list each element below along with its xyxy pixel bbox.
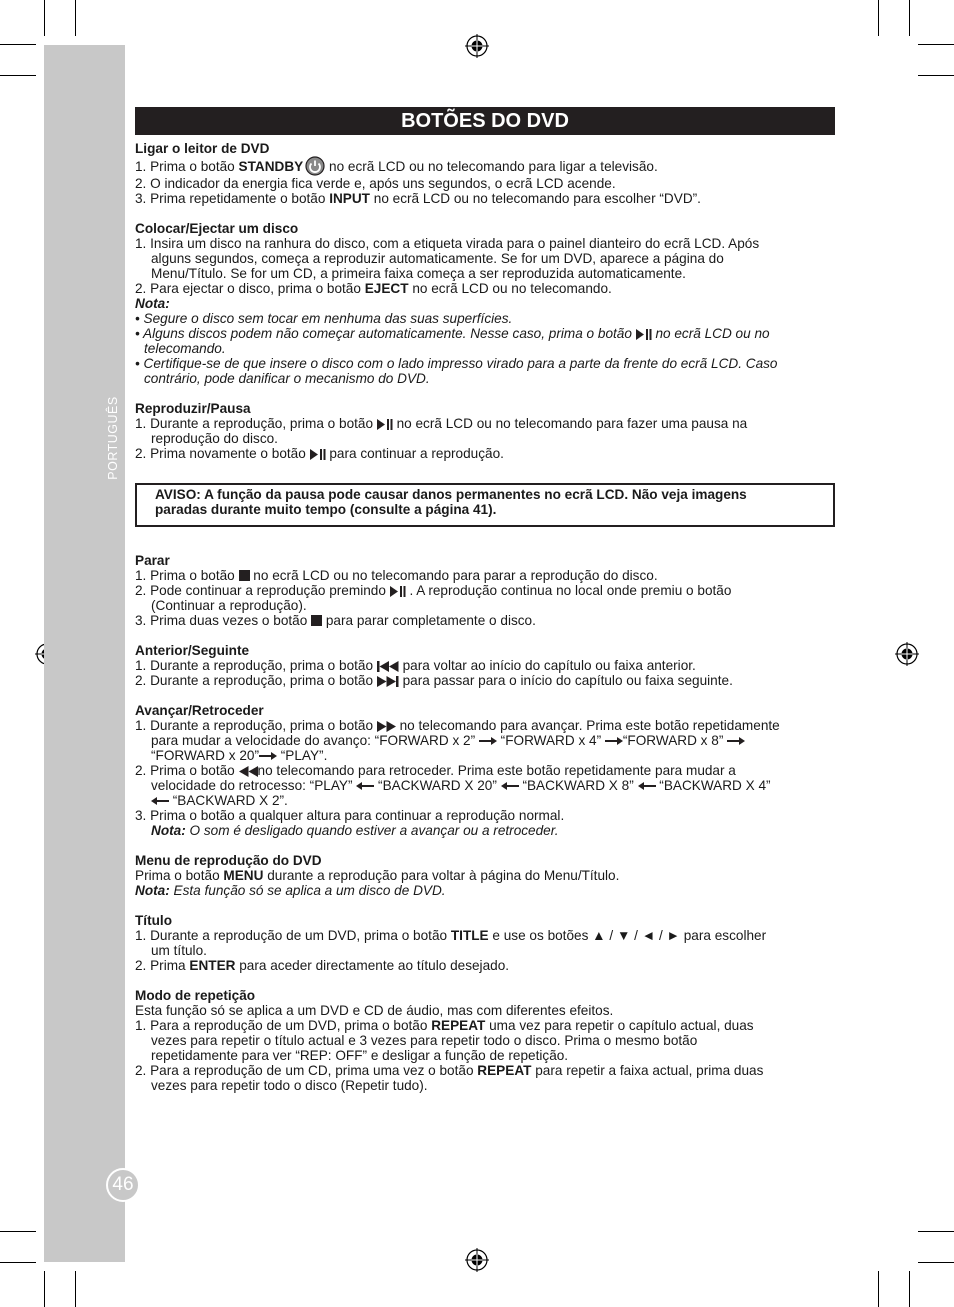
crop-mark bbox=[0, 1262, 36, 1263]
list-item: 1. Prima o botão STANDBY no ecrã LCD ou no telecomando para ligar a televisão. bbox=[135, 156, 835, 176]
rewind-icon bbox=[239, 766, 258, 777]
list-item: 1. Prima o botão no ecrã LCD ou no telecomando para parar a reprodução do disco. bbox=[135, 568, 658, 583]
stop-icon bbox=[239, 570, 250, 581]
list-item-cont: Menu/Título. Se for um CD, a primeira faixa começa a ser reproduzida automaticamente. bbox=[151, 266, 686, 281]
skip-previous-icon bbox=[377, 661, 399, 672]
crop-mark bbox=[0, 1231, 36, 1232]
crop-mark bbox=[918, 75, 954, 76]
arrow-right-icon bbox=[727, 737, 745, 745]
crop-mark bbox=[44, 0, 45, 36]
section-heading: Ligar o leitor de DVD bbox=[135, 141, 270, 156]
language-label: PORTUGUÊS bbox=[106, 396, 120, 480]
section-heading: Menu de reprodução do DVD bbox=[135, 853, 322, 868]
list-item: 2. Durante a reprodução, prima o botão para passar para o início do capítulo ou faixa seguinte. bbox=[135, 673, 733, 688]
list-item: 2. Prima o botão no telecomando para retroceder. Prima este botão repetidamente para mudar a bbox=[135, 763, 736, 778]
section-heading: Colocar/Ejectar um disco bbox=[135, 221, 299, 236]
warning-text: AVISO: A função da pausa pode causar danos permanentes no ecrã LCD. Não veja imagens bbox=[155, 487, 747, 502]
warning-box bbox=[135, 483, 835, 527]
note-item-cont: contrário, pode danificar o mecanismo do DVD. bbox=[144, 371, 430, 386]
note-item-cont: telecomando. bbox=[144, 341, 226, 356]
list-item-cont: “BACKWARD X 2”. bbox=[135, 793, 835, 808]
crop-mark bbox=[909, 1271, 910, 1307]
arrow-right-icon bbox=[605, 737, 623, 745]
arrow-left-icon bbox=[151, 797, 169, 805]
list-item-cont: “FORWARD x 20” “PLAY”. bbox=[151, 748, 328, 763]
list-item-cont: reprodução do disco. bbox=[151, 431, 278, 446]
crop-mark bbox=[0, 44, 36, 45]
list-item: 2. Para ejectar o disco, prima o botão EJECT no ecrã LCD ou no telecomando. bbox=[135, 281, 612, 296]
standby-icon bbox=[305, 156, 325, 176]
list-item: 1. Durante a reprodução de um DVD, prima o botão TITLE e use os botões ▲ / ▼ / ◄ / ► para escolher bbox=[135, 928, 767, 943]
section-heading: Modo de repetição bbox=[135, 988, 256, 1003]
crop-mark bbox=[918, 1231, 954, 1232]
arrow-left-icon bbox=[356, 782, 374, 790]
fast-forward-icon bbox=[377, 721, 396, 732]
note: Nota: O som é desligado quando estiver a avançar ou a retroceder. bbox=[151, 823, 559, 838]
list-item-cont: (Continuar a reprodução). bbox=[151, 598, 307, 613]
crop-mark bbox=[44, 1271, 45, 1307]
skip-next-icon bbox=[377, 676, 399, 687]
section-heading: Anterior/Seguinte bbox=[135, 643, 250, 658]
page-title: BOTÕES DO DVD bbox=[135, 107, 835, 135]
note-item: • Alguns discos podem não começar automaticamente. Nesse caso, prima o botão no ecrã LCD ou no bbox=[135, 326, 770, 341]
list-item: 3. Prima repetidamente o botão INPUT no ecrã LCD ou no telecomando para escolher “DVD”. bbox=[135, 191, 701, 206]
list-item: 1. Durante a reprodução, prima o botão no ecrã LCD ou no telecomando para fazer uma pausa na bbox=[135, 416, 748, 431]
crop-mark bbox=[0, 75, 36, 76]
list-item-cont: vezes para repetir o título actual e 3 vezes para repetir todo o disco. Prima o mesmo botão bbox=[151, 1033, 698, 1048]
section-heading: Título bbox=[135, 913, 172, 928]
list-item: 1. Insira um disco na ranhura do disco, com a etiqueta virada para o painel dianteiro do ecrã LCD. Após bbox=[135, 236, 760, 251]
list-item-cont: para mudar a velocidade do avanço: “FORWARD x 2” “FORWARD x 4” “FORWARD x 8” bbox=[135, 733, 835, 748]
list-item: 2. O indicador da energia fica verde e, após uns segundos, o ecrã LCD acende. bbox=[135, 176, 616, 191]
registration-mark-icon bbox=[895, 642, 919, 666]
note-item: • Segure o disco sem tocar em nenhuma das suas superfícies. bbox=[135, 311, 513, 326]
content bbox=[135, 141, 835, 1093]
arrow-left-icon bbox=[638, 782, 656, 790]
stop-icon bbox=[311, 615, 322, 626]
play-pause-icon bbox=[310, 449, 326, 460]
arrow-left-icon bbox=[501, 782, 519, 790]
warning-text: paradas durante muito tempo (consulte a página 41). bbox=[155, 502, 497, 517]
crop-mark bbox=[878, 0, 879, 36]
play-pause-icon bbox=[377, 419, 393, 430]
crop-mark bbox=[909, 0, 910, 36]
list-item: 2. Pode continuar a reprodução premindo . A reprodução continua no local onde premiu o botão bbox=[135, 583, 732, 598]
play-pause-icon bbox=[390, 586, 406, 597]
crop-mark bbox=[75, 0, 76, 36]
paragraph: Esta função só se aplica a um DVD e CD de áudio, mas com diferentes efeitos. bbox=[135, 1003, 614, 1018]
note-item: • Certifique-se de que insere o disco com o lado impresso virado para a parte da frente do ecrã LCD. Caso bbox=[135, 356, 778, 371]
list-item: 2. Prima ENTER para aceder directamente ao título desejado. bbox=[135, 958, 510, 973]
list-item-cont: vezes para repetir todo o disco (Repetir tudo). bbox=[151, 1078, 428, 1093]
list-item: 2. Prima novamente o botão para continuar a reprodução. bbox=[135, 446, 504, 461]
list-item: 1. Para a reprodução de um DVD, prima o botão REPEAT uma vez para repetir o capítulo actual, duas bbox=[135, 1018, 754, 1033]
note-label: Nota: bbox=[135, 296, 170, 311]
section-heading: Reproduzir/Pausa bbox=[135, 401, 251, 416]
list-item: 2. Para a reprodução de um CD, prima uma vez o botão REPEAT para repetir a faixa actual, prima duas bbox=[135, 1063, 764, 1078]
registration-mark-icon bbox=[465, 34, 489, 58]
list-item: 3. Prima duas vezes o botão para parar completamente o disco. bbox=[135, 613, 536, 628]
arrow-right-icon bbox=[479, 737, 497, 745]
play-pause-icon bbox=[636, 329, 652, 340]
section-heading: Avançar/Retroceder bbox=[135, 703, 264, 718]
list-item-cont: velocidade do retrocesso: “PLAY” “BACKWARD X 20” “BACKWARD X 8” “BACKWARD X 4” bbox=[151, 778, 771, 793]
crop-mark bbox=[75, 1271, 76, 1307]
note: Nota: Esta função só se aplica a um disco de DVD. bbox=[135, 883, 446, 898]
crop-mark bbox=[918, 1262, 954, 1263]
list-item-cont: alguns segundos, começa a reproduzir automaticamente. Se for um DVD, aparece a página do bbox=[151, 251, 724, 266]
page-number: 46 bbox=[106, 1168, 140, 1202]
list-item: 1. Durante a reprodução, prima o botão no telecomando para avançar. Prima este botão repetidamente bbox=[135, 718, 780, 733]
crop-mark bbox=[918, 44, 954, 45]
list-item: 3. Prima o botão a qualquer altura para continuar a reprodução normal. bbox=[135, 808, 565, 823]
paragraph: Prima o botão MENU durante a reprodução para voltar à página do Menu/Título. bbox=[135, 868, 620, 883]
section-heading: Parar bbox=[135, 553, 170, 568]
sidebar bbox=[44, 45, 125, 1262]
list-item-cont: repetidamente para ver “REP: OFF” e desligar a função de repetição. bbox=[151, 1048, 569, 1063]
crop-mark bbox=[878, 1271, 879, 1307]
list-item: 1. Durante a reprodução, prima o botão para voltar ao início do capítulo ou faixa anterior. bbox=[135, 658, 696, 673]
list-item-cont: um título. bbox=[151, 943, 207, 958]
arrow-right-icon bbox=[259, 752, 277, 760]
registration-mark-icon bbox=[465, 1248, 489, 1272]
